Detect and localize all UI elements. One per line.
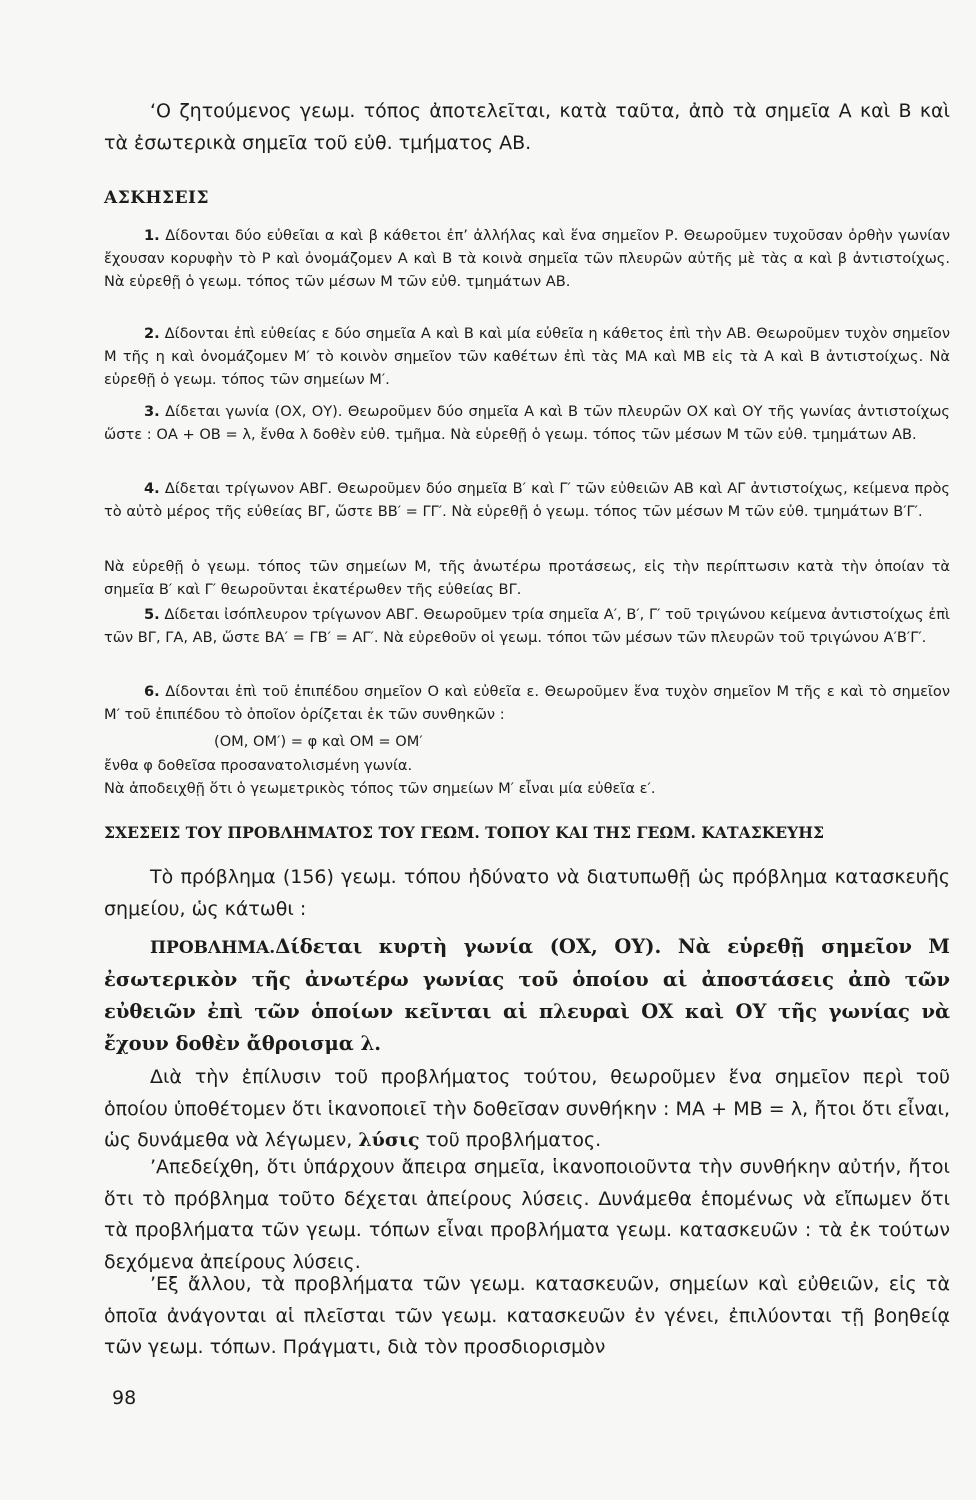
exercise-6-line-3: Νὰ ἀποδειχθῇ ὅτι ὁ γεωμετρικὸς τόπος τῶν σημείων Μ′ εἶναι μία εὐθεῖα ε′.	[104, 780, 656, 797]
page-number: 98	[112, 1387, 137, 1409]
exercise-number: 2.	[144, 325, 160, 342]
exercise-text: Δίδεται τρίγωνον ΑΒΓ. Θεωροῦμεν δύο σημεῖα Β′ καὶ Γ′ τῶν εὐθειῶν ΑΒ καὶ ΑΓ ἀντιστοίχως, κείμενα πρὸς τὸ αὐτὸ μέρος τῆς εὐθείας ΒΓ, ὥστε ΒΒ′ = ΓΓ′. Νὰ εὑρεθῇ ὁ γεωμ. τόπος τῶν μέσων Μ τῶν εὐθ. τμημάτων Β′Γ′.	[104, 480, 950, 520]
exercise-number: 1.	[144, 227, 160, 244]
paragraph-2-end: τοῦ προβλήματος.	[425, 1129, 602, 1151]
exercise-number: 5.	[144, 606, 160, 623]
exercise-number: 3.	[144, 403, 160, 420]
exercise-number: 6.	[144, 683, 160, 700]
problem-statement	[104, 931, 950, 1060]
paragraph-3: ’Απεδείχθη, ὅτι ὑπάρχουν ἄπειρα σημεῖα, ἱκανοποιοῦντα τὴν συνθήκην αὐτήν, ἤτοι ὅτι τὸ πρόβλημα τοῦτο δέχεται ἀπείρους λύσεις. Δυνάμεθα ἑπομένως νὰ εἴπωμεν ὅτι τὰ προβλήματα τῶν γεωμ. τόπων εἶναι προβλήματα γεωμ. κατασκευῶν : τὰ ἐκ τούτων δεχόμενα ἀπείρους λύσεις.	[104, 1156, 950, 1273]
paragraph-2-text: Διὰ τὴν ἐπίλυσιν τοῦ προβλήματος τούτου, θεωροῦμεν ἕνα σημεῖον περὶ τοῦ ὁποίου ὑποθέτομεν ὅτι ἱκανοποιεῖ τὴν δοθεῖσαν συνθήκην : ΜΑ + ΜΒ = λ, ἤτοι ὅτι εἶναι, ὡς δυνάμεθα νὰ λέγωμεν,	[104, 1066, 950, 1151]
exercise-4-continuation: Νὰ εὑρεθῇ ὁ γεωμ. τόπος τῶν σημείων Μ, τῆς ἀνωτέρω προτάσεως, εἰς τὴν περίπτωσιν κατὰ τὴν ὁποίαν τὰ σημεῖα Β′ καὶ Γ′ θεωροῦνται ἑκατέρωθεν τῆς εὐθείας ΒΓ.	[104, 558, 950, 598]
exercise-2	[104, 322, 950, 391]
problem-label: ΠΡΟΒΛΗΜΑ.	[150, 938, 276, 958]
exercise-4	[104, 477, 950, 523]
exercise-text: Δίδεται ἰσόπλευρον τρίγωνον ΑΒΓ. Θεωροῦμεν τρία σημεῖα Α′, Β′, Γ′ τοῦ τριγώνου κείμενα ἀντιστοίχως ἐπὶ τῶν ΒΓ, ΓΑ, ΑΒ, ὥστε ΒΑ′ = ΓΒ′ = ΑΓ′. Νὰ εὑρεθοῦν οἱ γεωμ. τόποι τῶν μέσων τῶν πλευρῶν τοῦ τριγώνου Α′Β′Γ′.	[104, 606, 950, 646]
exercise-text: Δίδονται ἐπὶ εὐθείας ε δύο σημεῖα Α καὶ Β καὶ μία εὐθεῖα η κάθετος ἐπὶ τὴν ΑΒ. Θεωροῦμεν τυχὸν σημεῖον Μ τῆς η καὶ ὀνομάζομεν Μ′ τὸ κοινὸν σημεῖον τῶν καθέτων ἐπὶ τὰς ΜΑ καὶ ΜΒ εἰς τὰ Α καὶ Β ἀντιστοίχως. Νὰ εὑρεθῇ ὁ γεωμ. τόπος τῶν σημείων Μ′.	[104, 325, 951, 388]
term-lysis: λύσις	[358, 1129, 420, 1151]
paragraph-1: Τὸ πρόβλημα (156) γεωμ. τόπου ἠδύνατο νὰ διατυπωθῇ ὡς πρόβλημα κατασκευῆς σημείου, ὡς κάτωθι :	[104, 866, 950, 920]
exercise-text: Δίδονται ἐπὶ τοῦ ἐπιπέδου σημεῖον Ο καὶ εὐθεῖα ε. Θεωροῦμεν ἕνα τυχὸν σημεῖον Μ τῆς ε καὶ τὸ σημεῖον Μ′ τοῦ ἐπιπέδου τὸ ὁποῖον ὁρίζεται ἐκ τῶν συνθηκῶν :	[104, 683, 950, 723]
exercise-1	[104, 224, 950, 293]
paragraph-4: ’Εξ ἄλλου, τὰ προβλήματα τῶν γεωμ. κατασκευῶν, σημείων καὶ εὐθειῶν, εἰς τὰ ὁποῖα ἀνάγονται αἱ πλεῖσται τῶν γεωμ. κατασκευῶν ἐν γένει, ἐπιλύονται τῇ βοηθείᾳ τῶν γεωμ. τόπων. Πράγματι, διὰ τὸν προσδιορισμὸν	[104, 1273, 950, 1358]
section-heading: ΣΧΕΣΕΙΣ ΤΟΥ ΠΡΟΒΛΗΜΑΤΟΣ ΤΟΥ ΓΕΩΜ. ΤΟΠΟΥ ΚΑΙ ΤΗΣ ΓΕΩΜ. ΚΑΤΑΣΚΕΥΗΣ	[104, 823, 825, 842]
exercise-number: 4.	[144, 480, 160, 497]
exercise-6-formula: (ΟΜ, ΟΜ′) = φ καὶ ΟΜ = ΟΜ′	[214, 733, 423, 750]
exercises-heading: ΑΣΚΗΣΕΙΣ	[104, 188, 209, 208]
problem-text: Δίδεται κυρτὴ γωνία (ΟΧ, ΟΥ). Νὰ εὑρεθῇ σημεῖον Μ ἐσωτερικὸν τῆς ἀνωτέρω γωνίας τοῦ ὁποίου αἱ ἀποστάσεις ἀπὸ τῶν εὐθειῶν ἐπὶ τῶν ὁποίων κεῖνται αἱ πλευραὶ ΟΧ καὶ ΟΥ τῆς γωνίας νὰ ἔχουν δοθὲν ἄθροισμα λ.	[104, 935, 950, 1055]
exercise-3	[104, 400, 950, 446]
intro-paragraph: ‘Ο ζητούμενος γεωμ. τόπος ἀποτελεῖται, κατὰ ταῦτα, ἀπὸ τὰ σημεῖα Α καὶ Β καὶ τὰ ἐσωτερικὰ σημεῖα τοῦ εὐθ. τμήματος ΑΒ.	[104, 100, 950, 154]
exercise-6	[104, 680, 950, 726]
paragraph-2	[104, 1062, 950, 1157]
exercise-text: Δίδεται γωνία (ΟΧ, ΟΥ). Θεωροῦμεν δύο σημεῖα Α καὶ Β τῶν πλευρῶν ΟΧ καὶ ΟΥ τῆς γωνίας ἀντιστοίχως ὥστε : ΟΑ + ΟΒ = λ, ἔνθα λ δοθὲν εὐθ. τμῆμα. Νὰ εὑρεθῇ ὁ γεωμ. τόπος τῶν μέσων Μ τῶν εὐθ. τμημάτων ΑΒ.	[104, 403, 950, 443]
exercise-5	[104, 603, 950, 649]
exercise-text: Δίδονται δύο εὐθεῖαι α καὶ β κάθετοι ἐπ’ ἀλλήλας καὶ ἕνα σημεῖον Ρ. Θεωροῦμεν τυχοῦσαν ὀρθὴν γωνίαν ἔχουσαν κορυφὴν τὸ Ρ καὶ ὀνομάζομεν Α καὶ Β τὰ κοινὰ σημεῖα τῶν πλευρῶν αὐτῆς μὲ τὰς α καὶ β ἀντιστοίχως. Νὰ εὑρεθῇ ὁ γεωμ. τόπος τῶν μέσων Μ τῶν εὐθ. τμημάτων ΑΒ.	[104, 227, 950, 290]
exercise-6-line-2: ἔνθα φ δοθεῖσα προσανατολισμένη γωνία.	[104, 757, 413, 774]
